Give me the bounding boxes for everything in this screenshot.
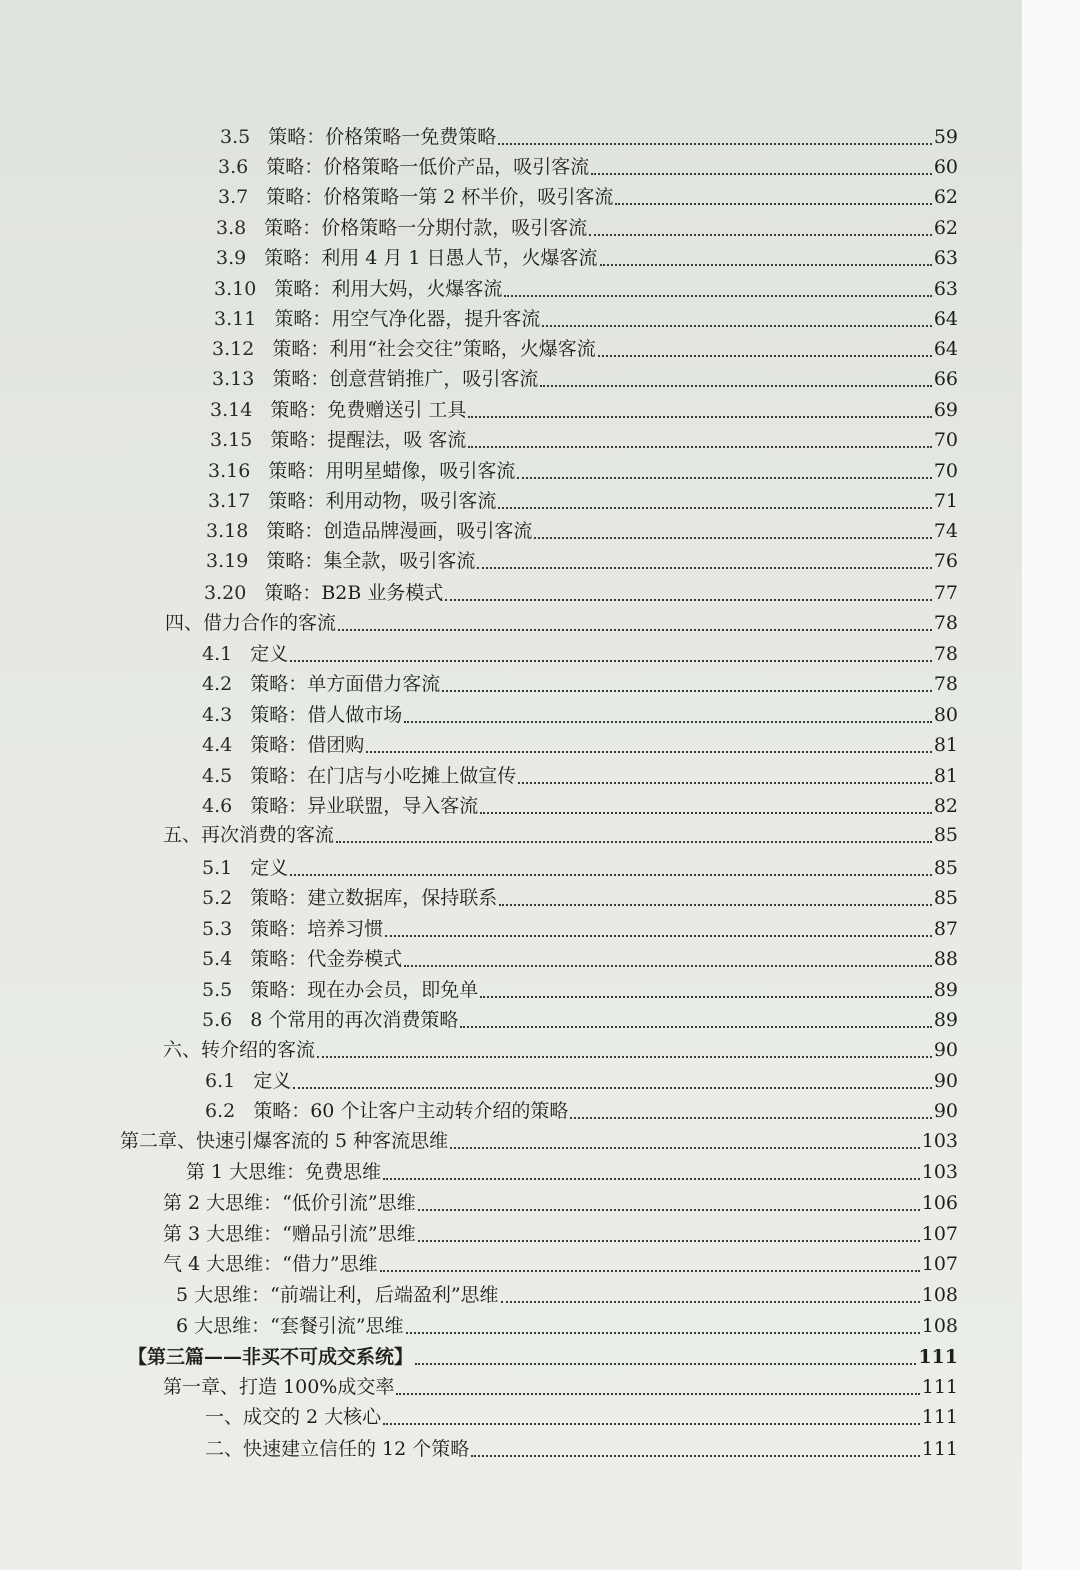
toc-entry-page: 108	[921, 1284, 958, 1306]
toc-entry-number: 3.5	[220, 126, 251, 148]
dot-leader	[480, 994, 932, 998]
toc-entry-number: 3.13	[212, 368, 255, 390]
toc-entry-title: 策略：借人做市场	[250, 704, 403, 726]
toc-entry-title: 策略：建立数据库，保持联系	[250, 887, 498, 909]
dot-leader	[418, 1238, 920, 1242]
toc-entry-number: 3.18	[206, 520, 249, 542]
toc-entry-title: 策略：代金券模式	[250, 948, 403, 970]
dot-leader	[540, 383, 931, 387]
dot-leader	[404, 719, 932, 723]
toc-entry	[214, 306, 958, 332]
dot-leader	[591, 171, 932, 175]
dot-leader	[501, 1299, 920, 1303]
toc-entry	[163, 1251, 958, 1277]
toc-entry	[204, 580, 958, 606]
toc-entry-number: 4.3	[202, 704, 233, 726]
toc-entry	[216, 245, 958, 271]
toc-entry-title: 二、快速建立信任的 12 个策略	[205, 1438, 470, 1460]
toc-entry	[202, 793, 958, 819]
toc-entry-title: 定义	[250, 857, 289, 879]
toc-entry	[163, 1037, 958, 1063]
toc-entry	[212, 336, 958, 362]
toc-entry-page: 82	[933, 795, 958, 817]
toc-entry-page: 89	[933, 1009, 958, 1031]
page-margin	[1022, 0, 1080, 1570]
toc-entry-page: 81	[933, 734, 958, 756]
toc-entry-title: 第 2 大思维：“低价引流”思维	[163, 1192, 416, 1214]
dot-leader	[383, 1421, 920, 1425]
toc-entry-title: 6 大思维：“套餐引流”思维	[176, 1315, 404, 1337]
toc-entry-title: 定义	[253, 1070, 292, 1092]
toc-entry	[202, 702, 958, 728]
toc-entry-number: 3.7	[218, 186, 249, 208]
toc-entry-title: 定义	[250, 643, 289, 665]
toc-entry-page: 90	[933, 1039, 958, 1061]
toc-entry-number: 4.4	[202, 734, 233, 756]
toc-entry	[206, 548, 958, 574]
toc-entry	[206, 518, 958, 544]
dot-leader	[338, 627, 932, 631]
toc-entry-title: 五、再次消费的客流	[163, 824, 335, 846]
toc-entry-number: 3.16	[208, 460, 251, 482]
toc-entry-title: 策略：价格策略一低价产品，吸引客流	[266, 156, 590, 178]
toc-entry-page: 62	[933, 186, 958, 208]
toc-entry-number: 5.6	[202, 1009, 233, 1031]
dot-leader	[460, 1024, 931, 1028]
dot-leader	[517, 475, 931, 479]
toc-entry-number: 5.2	[202, 887, 233, 909]
toc-entry-title: 策略：免费赠送引 工具	[270, 399, 467, 421]
dot-leader	[498, 141, 932, 145]
dot-leader	[336, 839, 932, 843]
toc-entry-number: 3.15	[210, 429, 253, 451]
toc-entry	[202, 916, 958, 942]
toc-entry-number: 6.2	[205, 1100, 236, 1122]
toc-entry-page: 111	[921, 1406, 958, 1428]
toc-entry	[176, 1282, 958, 1308]
toc-entry-title: 策略：创意营销推广，吸引客流	[272, 368, 539, 390]
toc-entry-title: 策略：培养习惯	[250, 918, 384, 940]
dot-leader	[418, 1207, 920, 1211]
toc-entry-title: 第 1 大思维：免费思维	[186, 1161, 382, 1183]
toc-entry	[163, 822, 958, 848]
toc-entry-page: 107	[921, 1223, 958, 1245]
toc-entry-title: 策略：用空气净化器，提升客流	[274, 308, 541, 330]
toc-entry-title: 策略：价格策略一第 2 杯半价，吸引客流	[266, 186, 614, 208]
toc-entry-title: 第二章、快速引爆客流的 5 种客流思维	[120, 1130, 449, 1152]
toc-entry-page: 70	[933, 460, 958, 482]
toc-entry-title: 第 3 大思维：“赠品引流”思维	[163, 1223, 416, 1245]
dot-leader	[534, 535, 931, 539]
toc-entry	[202, 1007, 958, 1033]
toc-entry-page: 78	[933, 612, 958, 634]
toc-entry-title: 四、借力合作的客流	[165, 612, 337, 634]
dot-leader	[415, 1361, 916, 1365]
toc-entry-page: 87	[933, 918, 958, 940]
toc-entry-title: 策略：利用大妈，火爆客流	[274, 278, 503, 300]
toc-entry	[202, 671, 958, 697]
toc-entry	[210, 397, 958, 423]
dot-leader	[477, 565, 931, 569]
toc-entry-title: 策略：利用 4 月 1 日愚人节，火爆客流	[264, 247, 598, 269]
toc-entry-page: 90	[933, 1070, 958, 1092]
dot-leader	[598, 353, 932, 357]
toc-entry-page: 78	[933, 673, 958, 695]
dot-leader	[317, 1054, 932, 1058]
toc-entry-title: 8 个常用的再次消费策略	[250, 1009, 459, 1031]
toc-entry	[163, 1190, 958, 1216]
toc-entry-page: 77	[933, 582, 958, 604]
toc-entry	[210, 427, 958, 453]
toc-entry-page: 111	[921, 1438, 958, 1460]
dot-leader	[406, 1330, 920, 1334]
toc-entry-title: 策略：利用“社会交往”策略，火爆客流	[272, 338, 596, 360]
toc-entry-title: 六、转介绍的客流	[163, 1039, 316, 1061]
toc-entry-number: 5.5	[202, 979, 233, 1001]
toc-entry-page: 80	[933, 704, 958, 726]
toc-entry	[202, 855, 958, 881]
toc-entry	[205, 1404, 958, 1430]
toc-entry-page: 64	[933, 338, 958, 360]
toc-entry-page: 85	[933, 887, 958, 909]
dot-leader	[542, 323, 931, 327]
toc-entry-number: 5.4	[202, 948, 233, 970]
toc-entry-number: 4.1	[202, 643, 233, 665]
toc-entry-page: 81	[933, 765, 958, 787]
toc-entry-page: 111	[921, 1376, 958, 1398]
toc-entry-title: 策略：单方面借力客流	[250, 673, 441, 695]
toc-entry-page: 74	[933, 520, 958, 542]
toc-entry	[202, 732, 958, 758]
toc-entry-title: 【第三篇——非买不可成交系统】	[128, 1346, 414, 1368]
toc-entry	[205, 1068, 958, 1094]
dot-leader	[385, 933, 932, 937]
toc-entry-title: 策略：B2B 业务模式	[264, 582, 444, 604]
toc-entry-page: 90	[933, 1100, 958, 1122]
toc-entry	[220, 124, 958, 150]
toc-entry-title: 策略：借团购	[250, 734, 365, 756]
toc-entry-page: 103	[921, 1130, 958, 1152]
dot-leader	[570, 1115, 931, 1119]
toc-entry	[176, 1313, 958, 1339]
toc-entry-title: 策略：价格策略一分期付款，吸引客流	[264, 217, 588, 239]
toc-entry-number: 3.9	[216, 247, 247, 269]
toc-entry	[202, 885, 958, 911]
toc-entry-page: 70	[933, 429, 958, 451]
toc-entry-page: 71	[933, 490, 958, 512]
dot-leader	[498, 505, 931, 509]
toc-entry-page: 107	[921, 1253, 958, 1275]
dot-leader	[589, 232, 932, 236]
toc-entry-number: 3.20	[204, 582, 247, 604]
toc-entry	[165, 610, 958, 636]
toc-entry-number: 4.5	[202, 765, 233, 787]
toc-entry	[186, 1159, 958, 1185]
toc-entry-number: 4.2	[202, 673, 233, 695]
dot-leader	[290, 658, 932, 662]
toc-entry-page: 111	[918, 1346, 958, 1368]
toc-entry	[218, 184, 958, 210]
toc-entry-page: 106	[921, 1192, 958, 1214]
toc-entry-title: 5 大思维：“前端让利，后端盈利”思维	[176, 1284, 499, 1306]
dot-leader	[504, 293, 931, 297]
toc-entry-page: 60	[933, 156, 958, 178]
toc-entry-page: 66	[933, 368, 958, 390]
toc-entry-title: 策略：异业联盟，导入客流	[250, 795, 479, 817]
toc-entry-number: 3.8	[216, 217, 247, 239]
dot-leader	[615, 201, 931, 205]
toc-entry-title: 气 4 大思维：“借力”思维	[163, 1253, 378, 1275]
toc-entry-title: 策略：创造品牌漫画，吸引客流	[266, 520, 533, 542]
toc-entry-page: 89	[933, 979, 958, 1001]
toc-entry-title: 第一章、打造 100%成交率	[163, 1376, 395, 1398]
toc-entry-page: 62	[933, 217, 958, 239]
dot-leader	[600, 262, 932, 266]
dot-leader	[396, 1391, 919, 1395]
dot-leader	[290, 872, 932, 876]
dot-leader	[471, 1453, 919, 1457]
toc-entry	[202, 641, 958, 667]
toc-entry-page: 103	[921, 1161, 958, 1183]
toc-entry	[216, 215, 958, 241]
dot-leader	[404, 963, 932, 967]
toc-entry-title: 策略：提醒法，吸 客流	[270, 429, 467, 451]
toc-entry-page: 76	[933, 550, 958, 572]
toc-entry	[202, 763, 958, 789]
toc-entry-title: 策略：在门店与小吃摊上做宣传	[250, 765, 517, 787]
toc-entry-number: 3.11	[214, 308, 257, 330]
toc-entry	[205, 1098, 958, 1124]
toc-entry	[163, 1221, 958, 1247]
toc-entry-page: 63	[933, 278, 958, 300]
toc-entry	[163, 1374, 958, 1400]
toc-entry	[205, 1436, 958, 1462]
toc-entry-number: 5.3	[202, 918, 233, 940]
toc-entry-title: 一、成交的 2 大核心	[205, 1406, 382, 1428]
toc-entry	[212, 366, 958, 392]
dot-leader	[442, 688, 932, 692]
toc-entry-page: 85	[933, 824, 958, 846]
toc-entry-number: 3.6	[218, 156, 249, 178]
dot-leader	[383, 1176, 920, 1180]
toc-entry	[202, 977, 958, 1003]
toc-entry-page: 64	[933, 308, 958, 330]
toc-entry-page: 63	[933, 247, 958, 269]
toc-entry-page: 78	[933, 643, 958, 665]
toc-entry-title: 策略：利用动物，吸引客流	[268, 490, 497, 512]
toc-entry-title: 策略：用明星蜡像，吸引客流	[268, 460, 516, 482]
toc-entry-title: 策略：价格策略一免费策略	[268, 126, 497, 148]
dot-leader	[468, 444, 931, 448]
toc-entry-page: 59	[933, 126, 958, 148]
toc-entry-title: 策略：集全款，吸引客流	[266, 550, 476, 572]
toc-entry-page: 108	[921, 1315, 958, 1337]
dot-leader	[450, 1145, 920, 1149]
toc-entry-number: 5.1	[202, 857, 233, 879]
dot-leader	[468, 414, 931, 418]
toc-entry-number: 3.14	[210, 399, 253, 421]
dot-leader	[480, 810, 932, 814]
toc-entry	[218, 154, 958, 180]
toc-entry	[120, 1128, 958, 1154]
toc-entry	[214, 276, 958, 302]
toc-entry-page: 85	[933, 857, 958, 879]
dot-leader	[445, 597, 931, 601]
toc-entry-title: 策略：现在办会员，即免单	[250, 979, 479, 1001]
toc-entry-number: 6.1	[205, 1070, 236, 1092]
toc-entry-title: 策略：60 个让客户主动转介绍的策略	[253, 1100, 569, 1122]
toc-entry	[208, 458, 958, 484]
dot-leader	[499, 902, 932, 906]
dot-leader	[293, 1085, 932, 1089]
dot-leader	[518, 780, 932, 784]
toc-entry	[208, 488, 958, 514]
toc-entry-number: 3.19	[206, 550, 249, 572]
toc-entry-number: 3.12	[212, 338, 255, 360]
toc-entry-page: 88	[933, 948, 958, 970]
toc-entry-number: 3.17	[208, 490, 251, 512]
toc-entry	[202, 946, 958, 972]
dot-leader	[380, 1268, 920, 1272]
toc-entry	[128, 1344, 958, 1370]
toc-entry-number: 4.6	[202, 795, 233, 817]
toc-entry-page: 69	[933, 399, 958, 421]
toc-entry-number: 3.10	[214, 278, 257, 300]
dot-leader	[366, 749, 932, 753]
